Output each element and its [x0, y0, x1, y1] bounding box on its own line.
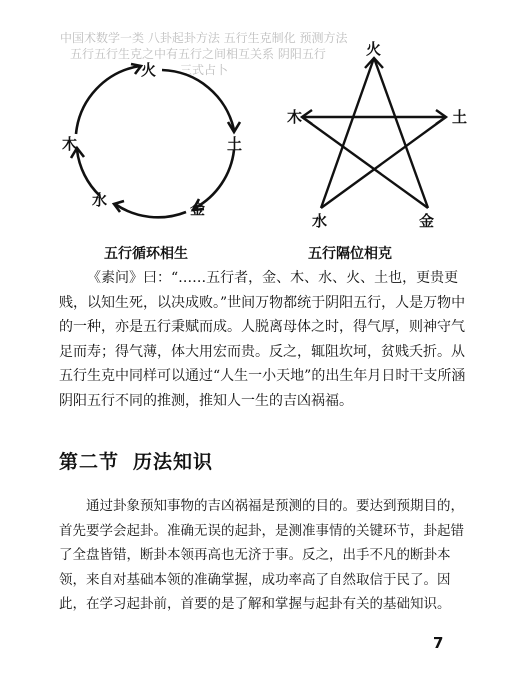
arrow-to-fire	[131, 64, 141, 74]
restraint-star-diagram	[302, 58, 446, 208]
star-line-metal-wood	[302, 117, 428, 208]
star-arrow-fire	[365, 58, 383, 68]
cycle-arc-fire-earth	[162, 70, 234, 130]
star-caption: 五行隔位相克	[308, 246, 392, 262]
cycle-label-earth: 土	[227, 135, 243, 153]
cycle-arc-wood-fire	[76, 66, 140, 134]
section-number: 第二节	[59, 451, 120, 473]
cycle-caption: 五行循环相生	[104, 246, 188, 262]
star-line-earth-water	[321, 117, 446, 208]
paragraph-divination: 通过卦象预知事物的吉凶祸福是预测的目的。要达到预期目的，首先要学会起卦。准确无误的起卦，是测准事情的关键环节，卦起错了全盘皆错，断卦本领再高也无济于事。反之，出手不凡的断卦本领，来自对基础本领的准确掌握，成功率高了自然取信于民了。因此，在学习起卦前，首要的是了解和掌握与起卦有关的基础知识。	[59, 498, 464, 612]
body-text-2	[59, 494, 471, 617]
body-text-1	[59, 266, 471, 413]
page-number: 7	[433, 634, 444, 652]
star-line-fire-metal	[374, 58, 428, 208]
star-label-earth: 土	[452, 108, 468, 126]
star-label-wood: 木	[287, 108, 303, 126]
cycle-label-water: 水	[92, 191, 108, 209]
bleed-line: 中国术数学一类 八卦起卦方法 五行生克制化 预测方法	[60, 31, 348, 45]
cycle-label-wood: 木	[62, 135, 78, 153]
section-title: 历法知识	[133, 451, 214, 473]
star-label-water: 水	[312, 212, 328, 230]
star-label-metal: 金	[419, 212, 435, 230]
bleed-line: 三式占卜	[180, 63, 229, 77]
star-label-fire: 火	[366, 40, 382, 58]
cycle-label-fire: 火	[141, 61, 157, 79]
cycle-label-metal: 金	[190, 200, 206, 218]
cycle-arc-water-wood	[77, 150, 100, 196]
paragraph-suwen: 《素问》曰：“……五行者，金、木、水、火、土也，更贵更贱，以知生死，以决成败。”世间万物都统于阴阳五行，人是万物中的一种，亦是五行秉赋而成。人脱离母体之时，得气厚，则神守气足而寿；得气薄，体大用宏而贵。反之，辄阻坎坷，贫贱夭折。从五行生克中同样可以通过“人生一小天地”的出生年月日时干支所涵阴阳五行不同的推测，推知人一生的吉凶祸福。	[59, 270, 466, 409]
cycle-arc-metal-water	[115, 204, 186, 217]
bleed-line: 五行五行生克之中有五行之间相互关系 阴阳五行	[70, 47, 326, 61]
star-line-water-fire	[321, 58, 374, 208]
section-heading	[59, 447, 213, 474]
five-elements-figures	[0, 0, 517, 260]
